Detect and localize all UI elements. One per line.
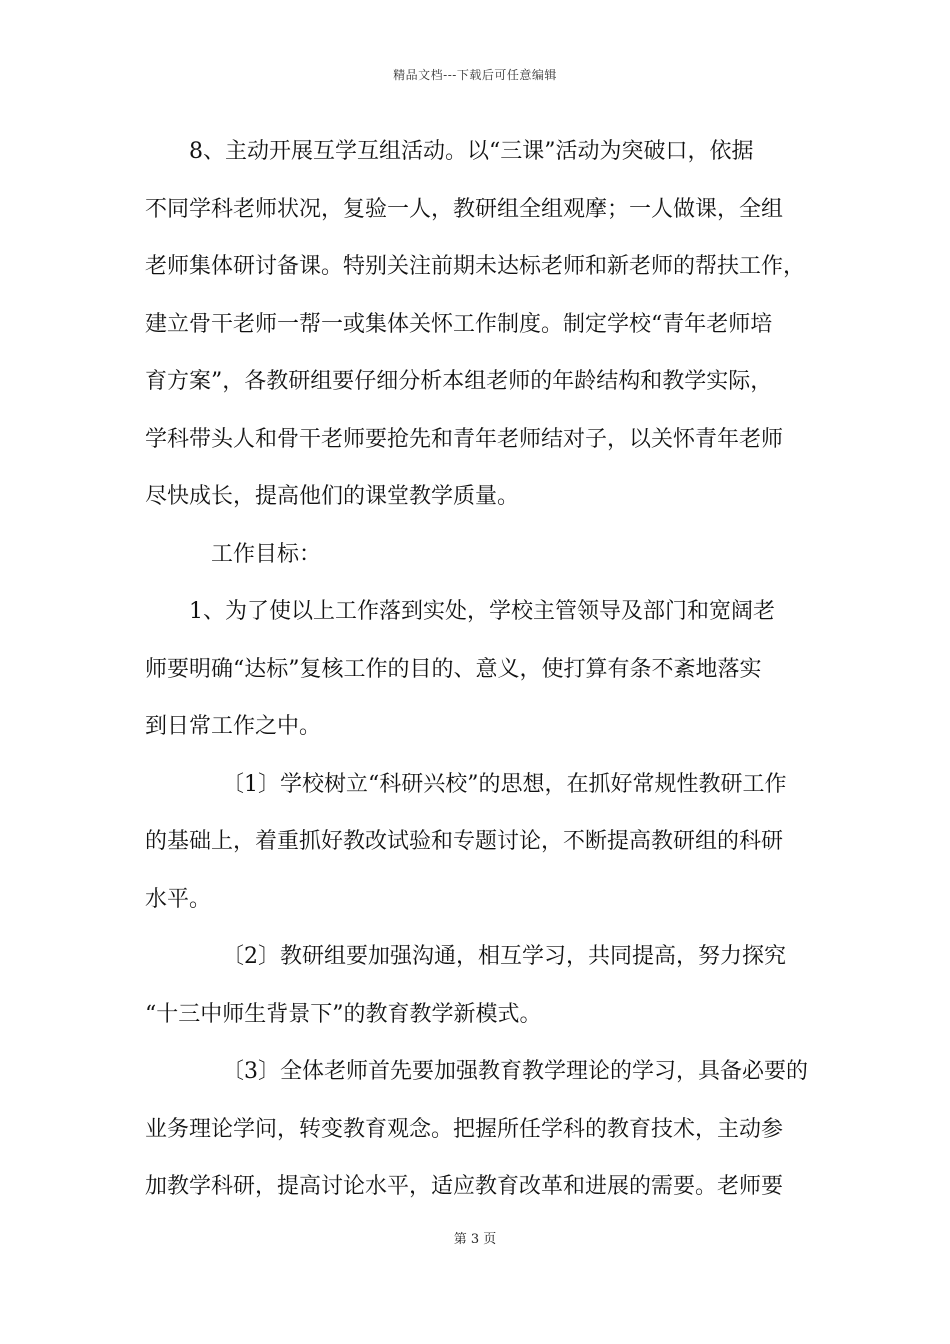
paragraph-8-line-7: 尽快成长，提高他们的课堂教学质量。: [145, 484, 520, 509]
paragraph-8-line-4: 建立骨干老师一帮一或集体关怀工作制度。制定学校“青年老师培: [145, 311, 773, 337]
paragraph-8-line-6: 学科带头人和骨干老师要抢先和青年老师结对子，以关怀青年老师: [145, 426, 784, 452]
paragraph-sub-1-line-3: 水平。: [145, 886, 212, 912]
paragraph-sub-3-line-2: 业务理论学问，转变教育观念。把握所任学科的教育技术，主动参: [145, 1116, 784, 1142]
paragraph-8-line-5: 育方案”，各教研组要仔细分析本组老师的年龄结构和教学实际，: [145, 369, 773, 394]
paragraph-sub-3-line-1: 〔3〕全体老师首先要加强教育教学理论的学习，具备必要的: [222, 1059, 808, 1084]
section-heading-goals: 工作目标：: [211, 541, 322, 567]
paragraph-goal-1-line-1: 1、为了使以上工作落到实处，学校主管领导及部门和宽阔老: [189, 599, 775, 624]
page-number: 第 3 页: [453, 1232, 497, 1247]
paragraph-8-line-2: 不同学科老师状况，复验一人，教研组全组观摩；一人做课，全组: [145, 196, 784, 222]
paragraph-sub-2-line-2: “十三中师生背景下”的教育教学新模式。: [145, 1001, 542, 1027]
paragraph-sub-2-line-1: 〔2〕教研组要加强沟通，相互学习，共同提高，努力探究: [222, 944, 786, 969]
paragraph-sub-1-line-1: 〔1〕学校树立“科研兴校”的思想，在抓好常规性教研工作: [222, 771, 787, 797]
page-header: 精品文档---下载后可任意编辑: [393, 68, 557, 82]
paragraph-goal-1-line-2: 师要明确“达标”复核工作的目的、意义，使打算有条不紊地落实: [145, 656, 762, 682]
paragraph-8-line-1: 8、主动开展互学互组活动。以“三课”活动为突破口，依据: [189, 139, 754, 164]
paragraph-sub-1-line-2: 的基础上，着重抓好教改试验和专题讨论，不断提高教研组的科研: [145, 829, 784, 854]
paragraph-sub-3-line-3: 加教学科研，提高讨论水平，适应教育改革和进展的需要。老师要: [145, 1174, 784, 1199]
paragraph-goal-1-line-3: 到日常工作之中。: [145, 714, 322, 739]
document-body: [145, 133, 809, 1226]
paragraph-8-line-3: 老师集体研讨备课。特别关注前期未达标老师和新老师的帮扶工作，: [145, 254, 806, 279]
